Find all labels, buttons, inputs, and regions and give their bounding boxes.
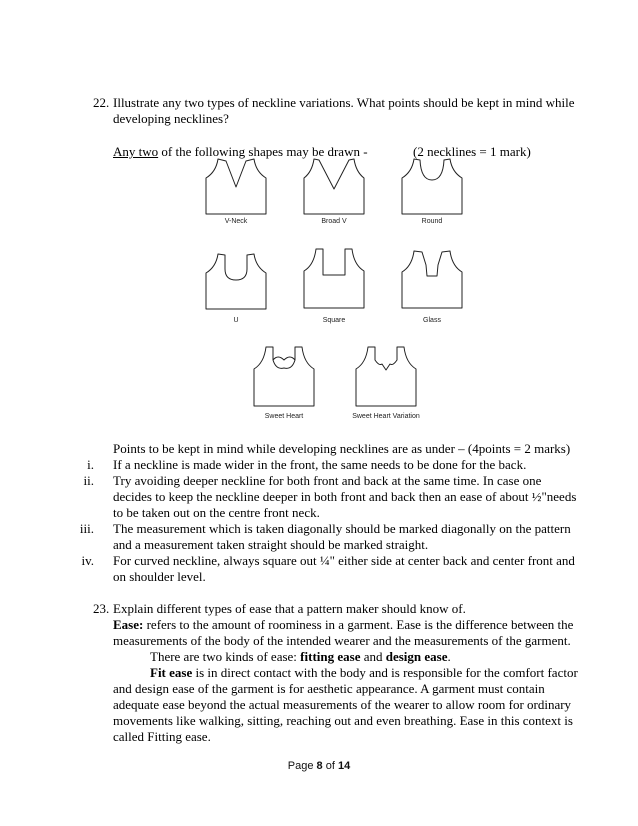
point-line: on shoulder level. xyxy=(113,569,206,584)
fit-ease-line1 xyxy=(150,664,578,681)
fit-ease-line3: adequate ease beyond the actual measurements of the wearer to allow room for ordinary xyxy=(113,697,572,712)
point-line: decides to keep the neckline deeper in both front and back then an ease of about ½"needs xyxy=(113,489,577,504)
point-line: to be taken out on the centre front neck. xyxy=(113,505,320,520)
fig-label-glass: Glass xyxy=(423,317,441,324)
glass-figure xyxy=(400,250,464,310)
footer-page-word: Page xyxy=(287,760,317,772)
fig-label-sweet-heart-variation: Sweet Heart Variation xyxy=(352,413,420,420)
point-line: If a neckline is made wider in the front, the same needs to be done for the back. xyxy=(113,457,527,472)
fig-label-round: Round xyxy=(421,218,443,225)
fig-label-sweet-heart: Sweet Heart xyxy=(264,413,304,420)
point-number: iv. xyxy=(81,553,94,568)
point-number: iii. xyxy=(79,521,94,536)
kinds-and: and xyxy=(360,649,386,664)
fit-ease-line4: movements like walking, sitting, reaching out and even breathing. Ease in this context is xyxy=(113,713,573,728)
fit-ease-term: Fit ease xyxy=(150,665,193,680)
q23-question: Explain different types of ease that a pattern maker should know of. xyxy=(113,601,466,616)
instruction-underlined: Any two xyxy=(113,144,159,159)
ease-term: Ease: xyxy=(113,617,144,632)
ease-kinds xyxy=(150,648,451,665)
ease-definition-line1 xyxy=(113,616,573,633)
page-footer xyxy=(0,760,638,773)
q22-marks: (2 necklines = 1 mark) xyxy=(413,144,531,159)
round-figure xyxy=(400,158,464,216)
footer-of-word: of xyxy=(322,760,338,772)
fig-label-v-neck: V-Neck xyxy=(224,218,248,225)
footer-page-number: 8 xyxy=(316,760,323,772)
broad-v-figure xyxy=(302,158,366,216)
footer-total-pages: 14 xyxy=(337,760,351,772)
u-neck-figure xyxy=(204,253,268,311)
v-neck-figure xyxy=(204,158,268,216)
fig-label-broad-v: Broad V xyxy=(321,218,347,225)
point-line: and a measurement taken straight should be marked straight. xyxy=(113,537,429,552)
instruction-rest: of the following shapes may be drawn - xyxy=(158,144,368,159)
q22-number: 22. xyxy=(93,95,110,110)
kinds-design-ease: design ease xyxy=(385,649,448,664)
kinds-fitting-ease: fitting ease xyxy=(300,649,361,664)
point-line: The measurement which is taken diagonally should be marked diagonally on the pattern xyxy=(113,521,571,536)
kinds-end: . xyxy=(447,649,451,664)
fit-ease-line2: and design ease of the garment is for aesthetic appearance. A garment must contain xyxy=(113,681,545,696)
point-number: ii. xyxy=(83,473,94,488)
ease-line1-text: refers to the amount of roominess in a garment. Ease is the difference between the xyxy=(143,617,574,632)
fit-ease-line5: called Fitting ease. xyxy=(113,729,211,744)
ease-definition-line2: measurements of the body of the intended wearer and the measurements of the garment. xyxy=(113,633,571,648)
square-figure xyxy=(302,248,366,310)
q22-question-line2: developing necklines? xyxy=(113,111,229,126)
fig-label-square: Square xyxy=(322,317,346,324)
kinds-prefix: There are two kinds of ease: xyxy=(150,649,301,664)
fig-label-u: U xyxy=(233,317,239,324)
sweet-heart-figure xyxy=(252,346,316,408)
q23-number: 23. xyxy=(93,601,110,616)
point-line: Try avoiding deeper neckline for both front and back at the same time. In case one xyxy=(113,473,542,488)
q22-question-line1: Illustrate any two types of neckline variations. What points should be kept in mind while xyxy=(113,95,575,110)
fit-line1-text: is in direct contact with the body and is responsible for the comfort factor xyxy=(192,665,578,680)
points-intro: Points to be kept in mind while developing necklines are as under – (4points = 2 marks) xyxy=(113,441,571,456)
sweet-heart-variation-figure xyxy=(354,346,418,408)
point-line: For curved neckline, always square out ¼" either side at center back and center front and xyxy=(113,553,575,568)
point-number: i. xyxy=(87,457,94,472)
